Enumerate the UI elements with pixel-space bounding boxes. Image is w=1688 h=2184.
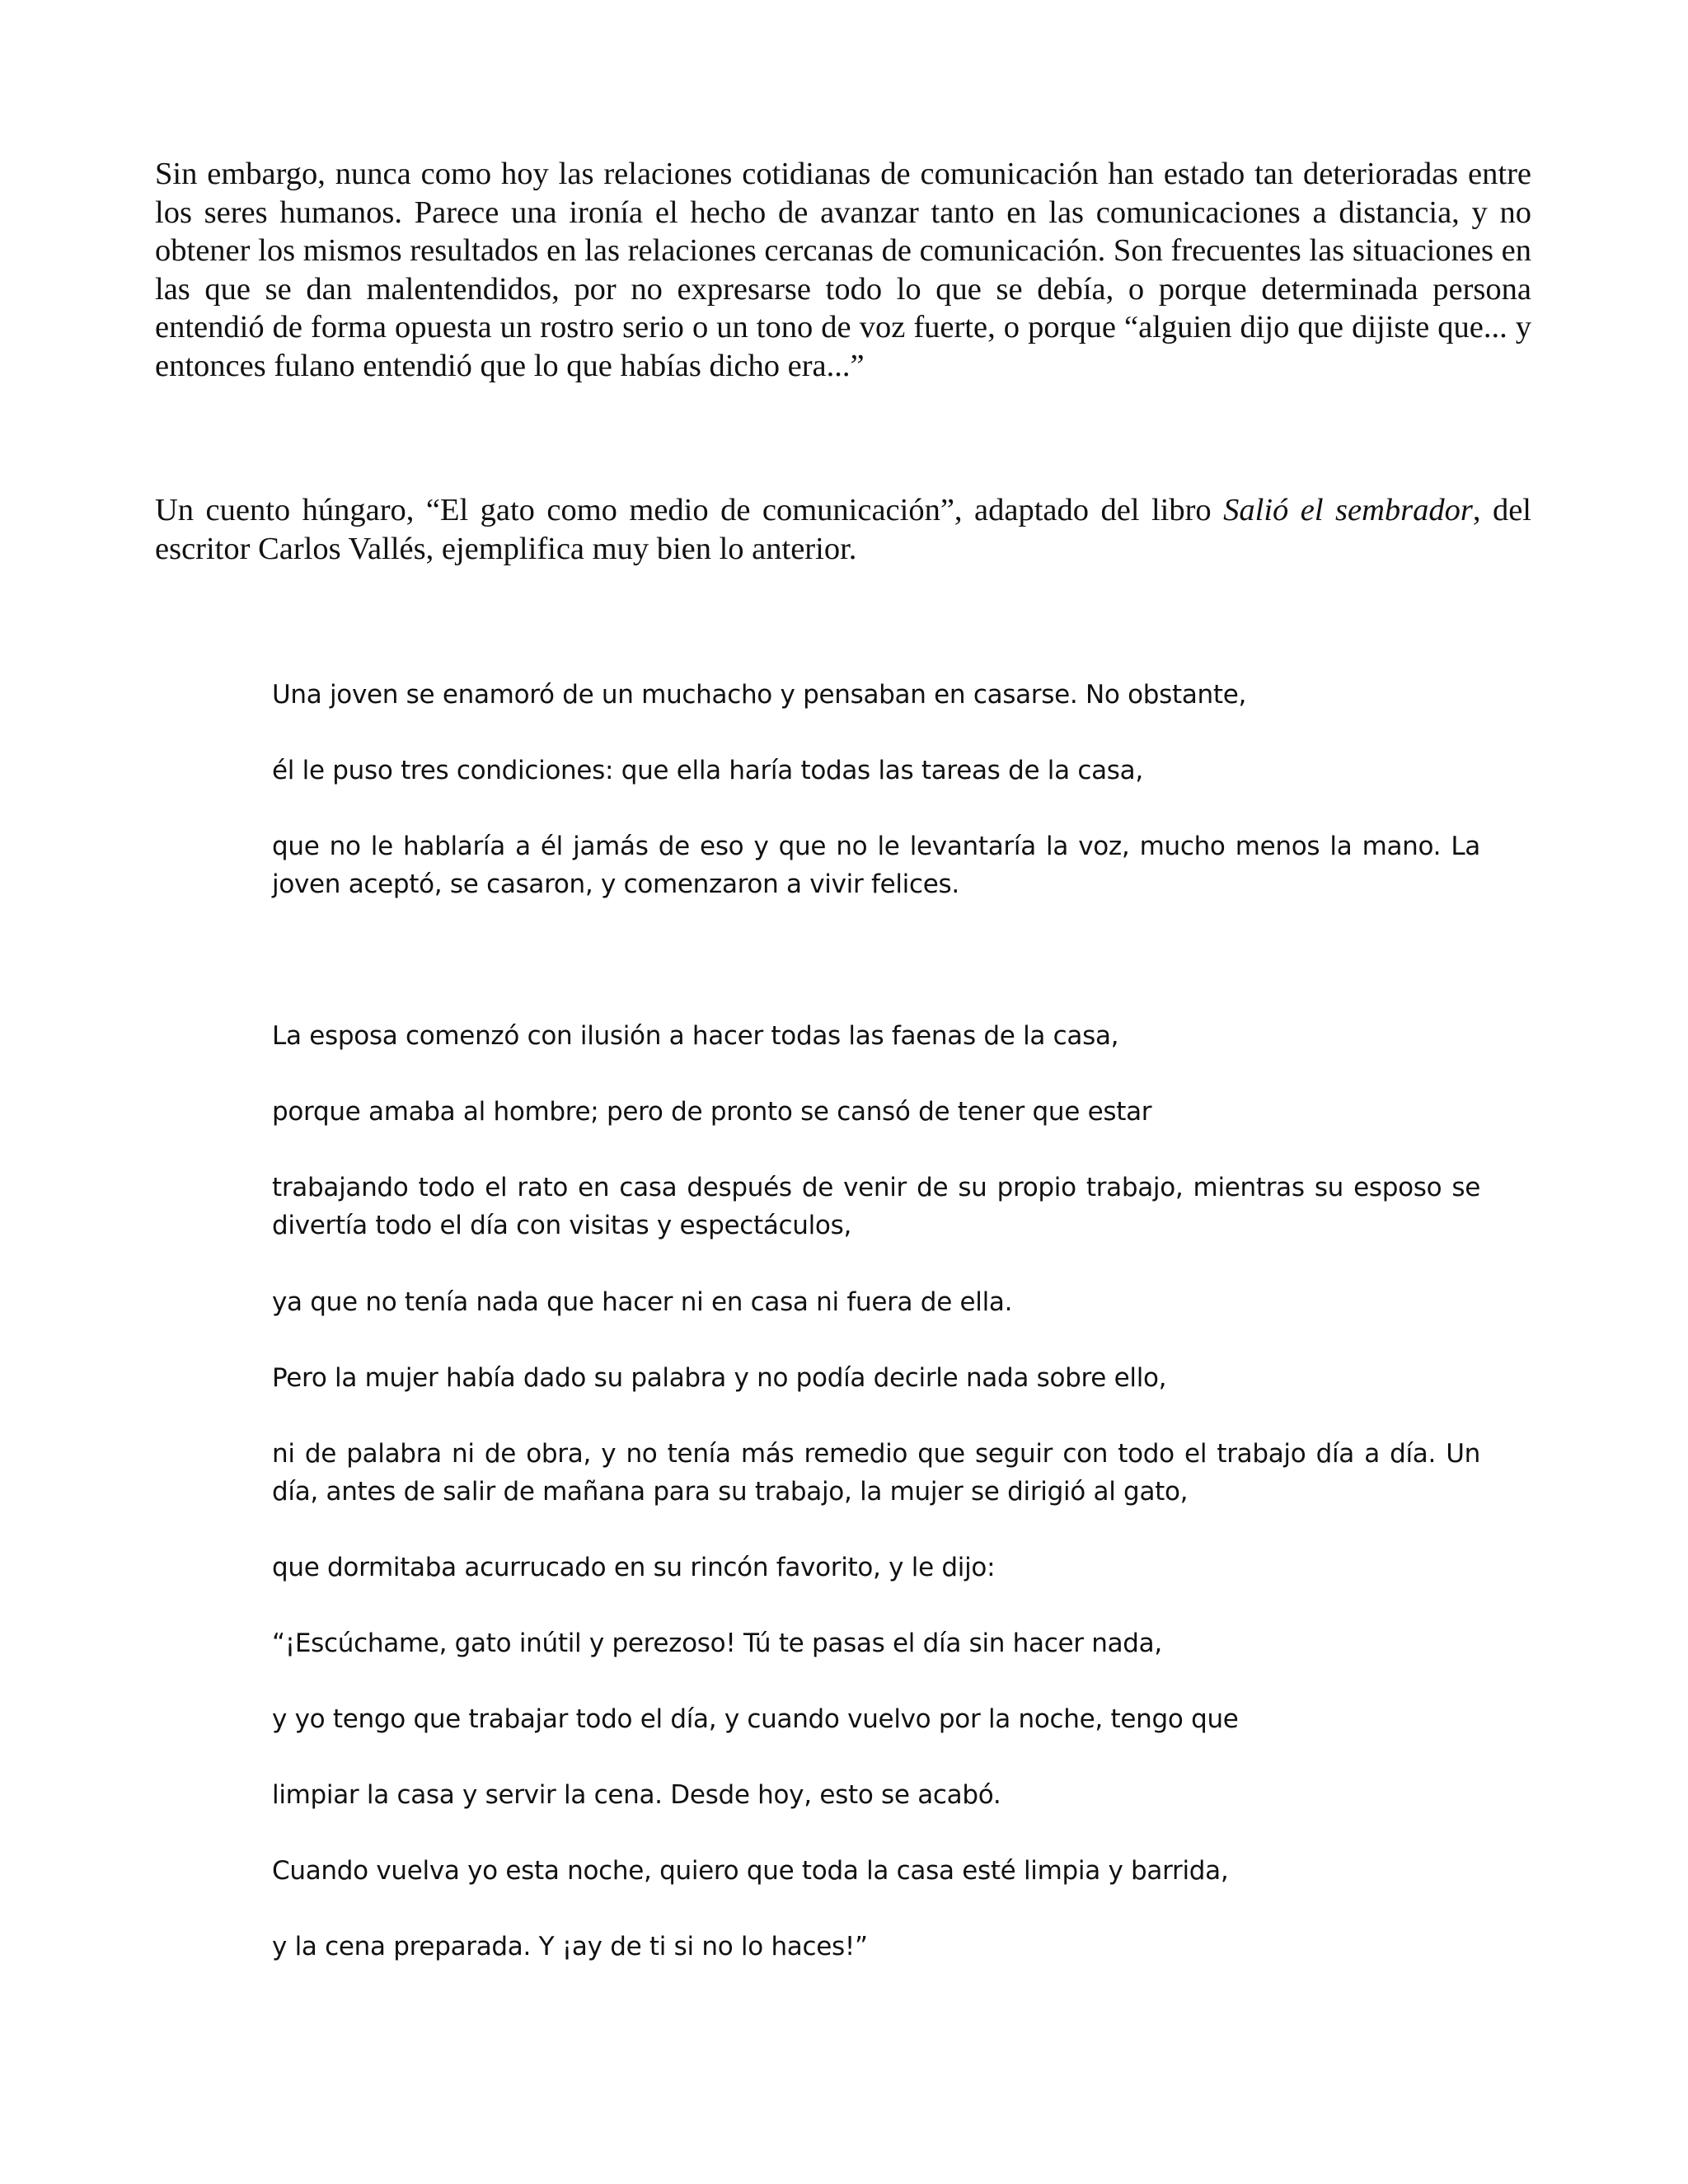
story-paragraph: que dormitaba acurrucado en su rincón favorito, y le dijo: [272,1553,996,1582]
book-title: Salió el sembrador [1223,493,1473,527]
story-paragraph: trabajando todo el rato en casa después de venir de su propio trabajo, mientras su esposo se divertía todo el día con visitas y espectáculos, [272,1173,1480,1240]
intro-paragraph: Sin embargo, nunca como hoy las relaciones cotidianas de comunicación han estado tan deterioradas entre los seres humanos. Parece una ironía el hecho de avanzar tanto en las comunicaciones a distancia, y no obtener los mismos resultados en las relaciones cercanas de comunicación. Son frecuentes las situaciones en las que se dan malentendidos, por no expresarse todo lo que se debía, o porque determinada persona entendió de forma opuesta un rostro serio o un tono de voz fuerte, o porque “alguien dijo que dijiste que... y entonces fulano entendió que lo que habías dicho era...” [155,157,1531,383]
story-paragraph: ni de palabra ni de obra, y no tenía más remedio que seguir con todo el trabajo día a día. Un día, antes de salir de mañana para su trabajo, la mujer se dirigió al gato, [272,1439,1480,1507]
story-paragraph: y la cena preparada. Y ¡ay de ti si no lo haces!” [272,1932,868,1961]
story-paragraph: y yo tengo que trabajar todo el día, y cuando vuelvo por la noche, tengo que [272,1704,1239,1734]
story-paragraph: “¡Escúchame, gato inútil y perezoso! Tú te pasas el día sin hacer nada, [272,1629,1162,1658]
story-paragraph: ya que no tenía nada que hacer ni en casa ni fuera de ella. [272,1287,1013,1317]
story-paragraph: Una joven se enamoró de un muchacho y pensaban en casarse. No obstante, [272,680,1247,710]
story-paragraph: que no le hablaría a él jamás de eso y que no le levantaría la voz, mucho menos la mano. La joven aceptó, se casaron, y comenzaron a vivir felices. [272,832,1480,899]
story-paragraph: él le puso tres condiciones: que ella haría todas las tareas de la casa, [272,756,1143,785]
story-paragraph: porque amaba al hombre; pero de pronto se cansó de tener que estar [272,1097,1152,1127]
story-paragraph: La esposa comenzó con ilusión a hacer todas las faenas de la casa, [272,1021,1119,1051]
story-paragraph: Pero la mujer había dado su palabra y no podía decirle nada sobre ello, [272,1363,1167,1393]
cuento-paragraph [155,491,1531,568]
story-paragraph: Cuando vuelva yo esta noche, quiero que toda la casa esté limpia y barrida, [272,1856,1229,1886]
cuento-text-before: Un cuento húngaro, “El gato como medio de comunicación”, adaptado del libro [155,493,1224,527]
story-paragraph: limpiar la casa y servir la cena. Desde hoy, esto se acabó. [272,1780,1001,1810]
cuento-text-after: , del escritor Carlos Vallés, ejemplifica muy bien lo anterior. [155,493,1531,566]
